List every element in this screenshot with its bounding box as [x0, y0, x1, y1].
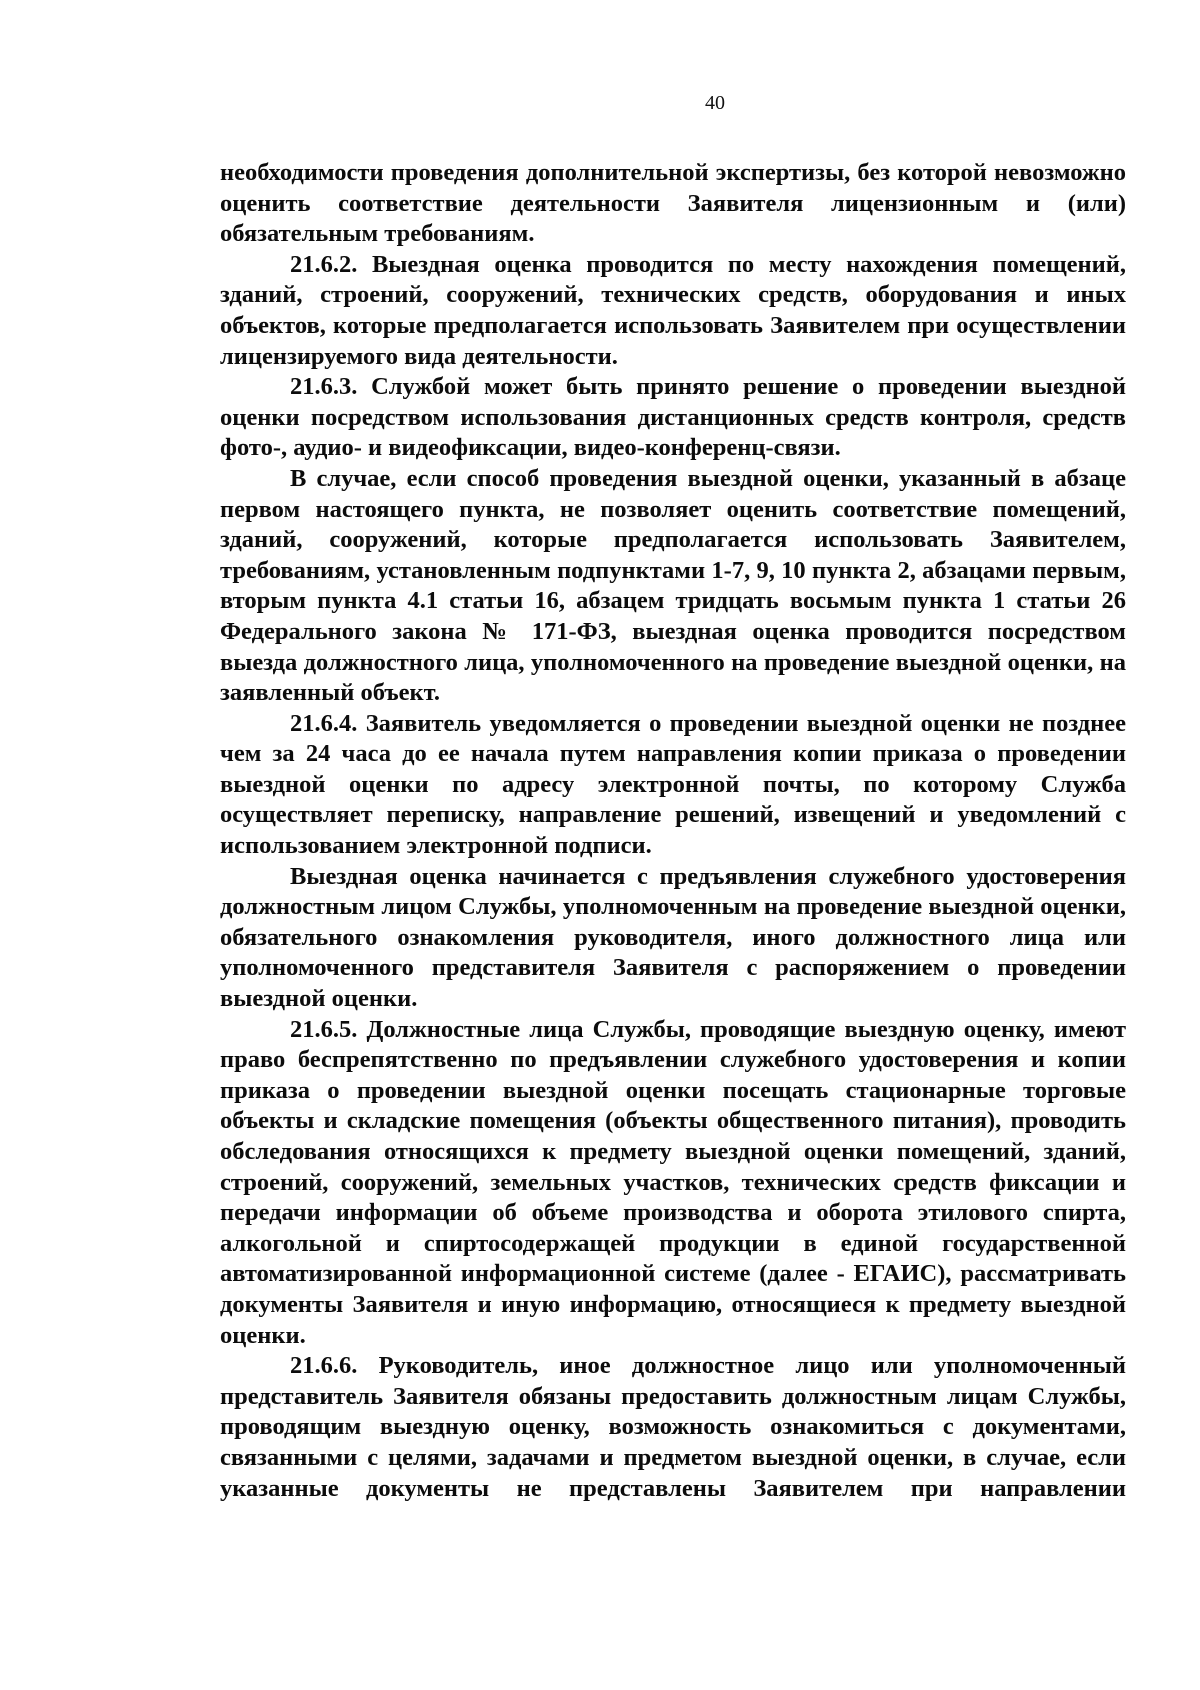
paragraph-21-6-4: 21.6.4. Заявитель уведомляется о проведении выездной оценки не позднее чем за 24 часа до ее начала путем направления копии приказа о проведении выездной оценки по адресу электронной почты, по которому Служба осуществляет переписку, направление решений, извещений и уведомлений с использованием электронной подписи.: [220, 709, 1126, 860]
paragraph-21-6-2: 21.6.2. Выездная оценка проводится по месту нахождения помещений, зданий, строений, сооружений, технических средств, оборудования и иных объектов, которые предполагается использовать Заявителем при осуществлении лицензируемого вида деятельности.: [220, 250, 1126, 370]
paragraph-continuation: необходимости проведения дополнительной экспертизы, без которой невозможно оценить соответствие деятельности Заявителя лицензионным и (или) обязательным требованиям.: [220, 159, 1126, 248]
paragraph-21-6-3-case: В случае, если способ проведения выездной оценки, указанный в абзаце первом настоящего пункта, не позволяет оценить соответствие помещений, зданий, сооружений, которые предполагается использовать Заявителем, требованиям, установленным подпунктами 1-7, 9, 10 пункта 2, абзацами первым, вторым пункта 4.1 статьи 16, абзацем тридцать восьмым пункта 1 статьи 26 Федерального закона № 171-ФЗ, выездная оценка проводится посредством выезда должностного лица, уполномоченного на проведение выездной оценки, на заявленный объект.: [220, 464, 1126, 707]
page-number: 40: [705, 92, 725, 114]
document-body: [220, 158, 1126, 1504]
paragraph-21-6-3: 21.6.3. Службой может быть принято решение о проведении выездной оценки посредством использования дистанционных средств контроля, средств фото-, аудио- и видеофиксации, видео-конференц-связи.: [220, 373, 1126, 462]
paragraph-21-6-6: 21.6.6. Руководитель, иное должностное лицо или уполномоченный представитель Заявителя обязаны предоставить должностным лицам Службы, проводящим выездную оценку, возможность ознакомиться с документами, связанными с целями, задачами и предметом выездной оценки, в случае, если указанные документы не представлены Заявителем при направлении: [220, 1352, 1126, 1502]
paragraph-21-6-4-start: Выездная оценка начинается с предъявления служебного удостоверения должностным лицом Службы, уполномоченным на проведение выездной оценки, обязательного ознакомления руководителя, иного должностного лица или уполномоченного представителя Заявителя с распоряжением о проведении выездной оценки.: [220, 862, 1126, 1013]
paragraph-21-6-5: 21.6.5. Должностные лица Службы, проводящие выездную оценку, имеют право беспрепятственно по предъявлении служебного удостоверения и копии приказа о проведении выездной оценки посещать стационарные торговые объекты и складские помещения (объекты общественного питания), проводить обследования относящихся к предмету выездной оценки помещений, зданий, строений, сооружений, земельных участков, технических средств фиксации и передачи информации об объеме производства и оборота этилового спирта, алкогольной и спиртосодержащей продукции в единой государственной автоматизированной информационной системе (далее - ЕГАИС), рассматривать документы Заявителя и иную информацию, относящиеся к предмету выездной оценки.: [220, 1015, 1126, 1349]
